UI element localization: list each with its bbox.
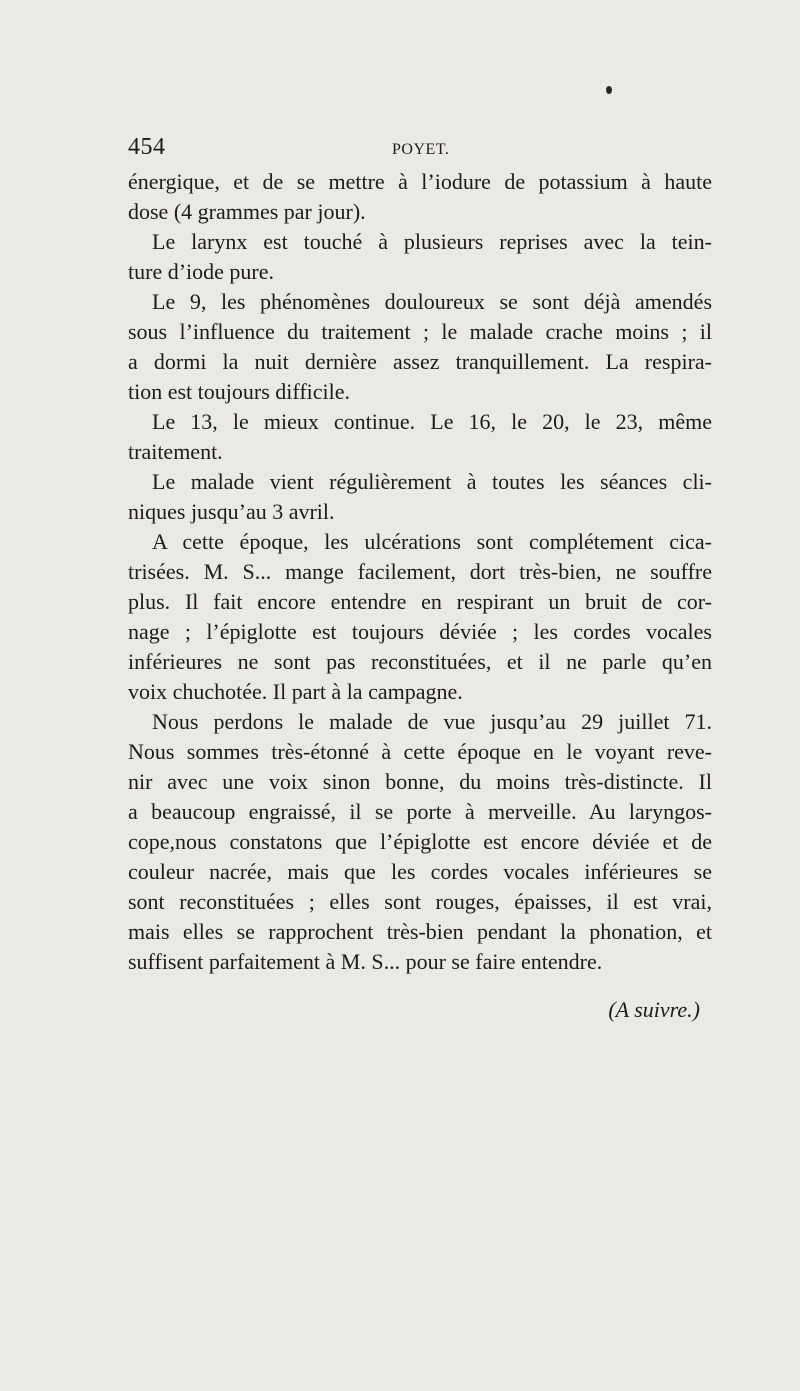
text-line: sont reconstituées ; elles sont rouges, épaisses, il est vrai, bbox=[128, 889, 712, 914]
text-line: Le malade vient régulièrement à toutes les séances cli- bbox=[152, 469, 712, 494]
text-line: Nous sommes très-étonné à cette époque en le voyant reve- bbox=[128, 739, 712, 764]
text-line: a beaucoup engraissé, il se porte à merveille. Au laryngos- bbox=[128, 799, 712, 824]
text-line: Le larynx est touché à plusieurs reprises avec la tein- bbox=[152, 229, 712, 254]
text-line: cope,nous constatons que l’épiglotte est encore déviée et de bbox=[128, 829, 712, 854]
text-line: Le 13, le mieux continue. Le 16, le 20, le 23, même bbox=[152, 409, 712, 434]
text-line: A cette époque, les ulcérations sont complétement cica- bbox=[152, 529, 712, 554]
page-number: 454 bbox=[128, 134, 166, 160]
text-line: dose (4 grammes par jour). bbox=[128, 199, 366, 224]
running-head: POYET. bbox=[392, 141, 450, 158]
text-line: inférieures ne sont pas reconstituées, et il ne parle qu’en bbox=[128, 649, 712, 674]
text-line: énergique, et de se mettre à l’iodure de potassium à haute bbox=[128, 169, 712, 194]
text-line: voix chuchotée. Il part à la campagne. bbox=[128, 679, 463, 704]
text-line: nir avec une voix sinon bonne, du moins très-distincte. Il bbox=[128, 769, 712, 794]
page-header bbox=[128, 132, 712, 162]
text-line: couleur nacrée, mais que les cordes vocales inférieures se bbox=[128, 859, 712, 884]
text-line: ture d’iode pure. bbox=[128, 259, 274, 284]
text-line: plus. Il fait encore entendre en respirant un bruit de cor- bbox=[128, 589, 712, 614]
text-line: mais elles se rapprochent très-bien pendant la phonation, et bbox=[128, 919, 712, 944]
text-line: Nous perdons le malade de vue jusqu’au 29 juillet 71. bbox=[152, 709, 712, 734]
text-line: nage ; l’épiglotte est toujours déviée ; les cordes vocales bbox=[128, 619, 712, 644]
text-line: sous l’influence du traitement ; le malade crache moins ; il bbox=[128, 319, 712, 344]
text-line: suffisent parfaitement à M. S... pour se faire entendre. bbox=[128, 949, 603, 974]
text-line: Le 9, les phénomènes douloureux se sont déjà amendés bbox=[152, 289, 712, 314]
text-line: trisées. M. S... mange facilement, dort très-bien, ne souffre bbox=[128, 559, 712, 584]
text-line: niques jusqu’au 3 avril. bbox=[128, 499, 335, 524]
text-line: tion est toujours difficile. bbox=[128, 379, 351, 404]
text-line: traitement. bbox=[128, 439, 223, 464]
text-line: a dormi la nuit dernière assez tranquillement. La respira- bbox=[128, 349, 712, 374]
body-text bbox=[128, 167, 712, 1025]
ink-spot bbox=[606, 86, 612, 94]
to-be-continued: (A suivre.) bbox=[608, 997, 700, 1022]
